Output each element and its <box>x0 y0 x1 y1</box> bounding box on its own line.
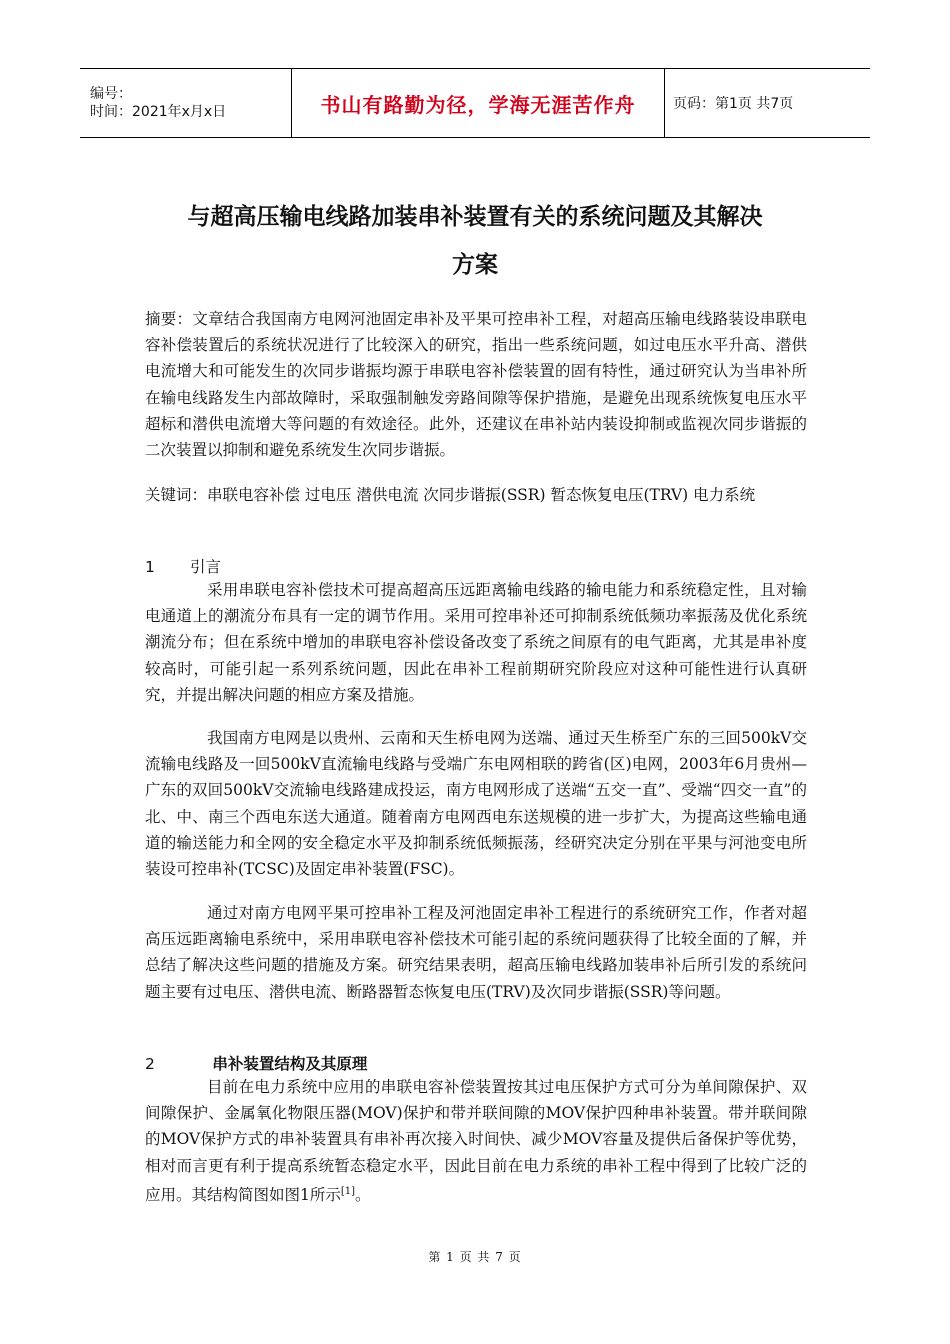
section2-paragraph-text: 目前在电力系统中应用的串联电容补偿装置按其过电压保护方式可分为单间隙保护、双间隙保护、金属氧化物限压器(MOV)保护和带并联间隙的MOV保护四种串补装置。带并联间隙的MOV保护方式的串补装置具有串补再次接入时间快、减少MOV容量及提供后备保护等优势，相对而言更有利于提高系统暂态稳定水平，因此目前在电力系统的串补工程中得到了比较广泛的应用。其结构简图如图1所示 <box>145 1078 807 1204</box>
section1-title: 引言 <box>189 558 221 576</box>
section1-paragraph-1: 采用串联电容补偿技术可提高超高压远距离输电线路的输电能力和系统稳定性，且对输电通道上的潮流分布具有一定的调节作用。采用可控串补还可抑制系统低频功率振荡及优化系统潮流分布；但在系统中增加的串联电容补偿设备改变了系统之间原有的电气距离，尤其是串补度较高时，可能引起一系列系统问题，因此在串补工程前期研究阶段应对这种可能性进行认真研究，并提出解决问题的相应方案及措施。 <box>145 581 807 704</box>
keywords-paragraph: 关键词：串联电容补偿 过电压 潜供电流 次同步谐振(SSR) 暂态恢复电压(TRV) 电力系统 <box>145 486 756 504</box>
section2-number: 2 <box>145 1055 155 1073</box>
section2-paragraph <box>145 1074 807 1208</box>
header-table <box>80 68 870 138</box>
citation-ref[interactable]: [1] <box>340 1185 356 1197</box>
document-title-line1: 与超高压输电线路加装串补装置有关的系统问题及其解决 <box>187 204 763 230</box>
header-meta <box>80 69 291 137</box>
page-info: 页码：第1页 共7页 <box>673 96 794 112</box>
document-title-line2: 方案 <box>452 252 498 278</box>
section2-paragraph-end: 。 <box>355 1185 371 1204</box>
number-label: 编号： <box>90 86 132 102</box>
section1-heading <box>145 555 221 577</box>
header-motto-cell <box>291 69 665 137</box>
time-label: 时间：2021年x月x日 <box>90 104 227 120</box>
section1-paragraph-2: 我国南方电网是以贵州、云南和天生桥电网为送端、通过天生桥至广东的三回500kV交流输电线路及一回500kV直流输电线路与受端广东电网相联的跨省(区)电网，2003年6月贵州—广东的双回500kV交流输电线路建成投运，南方电网形成了送端“五交一直”、受端“四交一直”的北、中、南三个西电东送大通道。随着南方电网西电东送规模的进一步扩大，为提高这些输电通道的输送能力和全网的安全稳定水平及抑制系统低频振荡，经研究决定分别在平果与河池变电所装设可控串补(TCSC)及固定串补装置(FSC)。 <box>145 729 807 879</box>
section1-paragraph-3: 通过对南方电网平果可控串补工程及河池固定串补工程进行的系统研究工作，作者对超高压远距离输电系统中，采用串联电容补偿技术可能引起的系统问题获得了比较全面的了解，并总结了解决这些问题的措施及方案。研究结果表明，超高压输电线路加装串补后所引发的系统问题主要有过电压、潜供电流、断路器暂态恢复电压(TRV)及次同步谐振(SSR)等问题。 <box>145 904 807 1001</box>
section2-title: 串补装置结构及其原理 <box>212 1055 368 1073</box>
section1-number: 1 <box>145 558 155 576</box>
section2-heading <box>145 1052 367 1074</box>
page-footer: 第 1 页 共 7 页 <box>428 1250 522 1264</box>
abstract-paragraph: 摘要：文章结合我国南方电网河池固定串补及平果可控串补工程，对超高压输电线路装设串联电容补偿装置后的系统状况进行了比较深入的研究，指出一些系统问题，如过电压水平升高、潜供电流增大和可能发生的次同步谐振均源于串联电容补偿装置的固有特性，通过研究认为当串补所在输电线路发生内部故障时，采取强制触发旁路间隙等保护措施，是避免出现系统恢复电压水平超标和潜供电流增大等问题的有效途径。此外，还建议在串补站内装设抑制或监视次同步谐振的二次装置以抑制和避免系统发生次同步谐振。 <box>145 310 807 460</box>
header-page-cell <box>665 69 870 137</box>
motto-text: 书山有路勤为径，学海无涯苦作舟 <box>320 92 636 117</box>
